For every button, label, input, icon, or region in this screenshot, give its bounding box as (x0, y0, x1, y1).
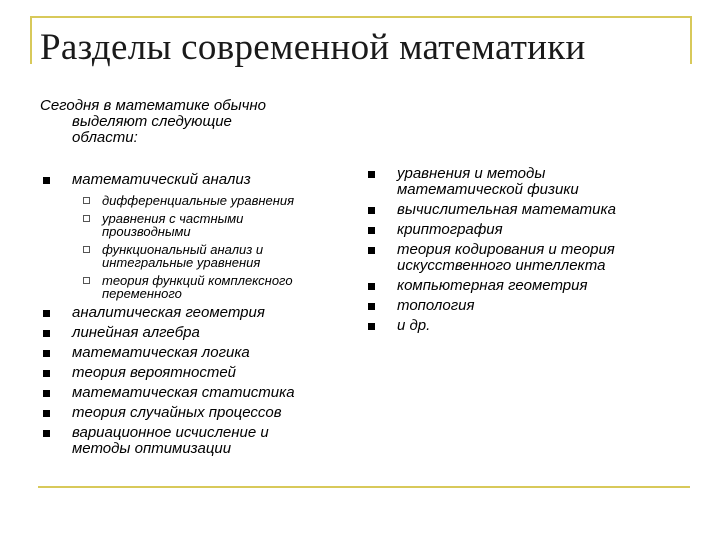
square-bullet-icon (43, 177, 50, 184)
square-bullet-icon (43, 350, 50, 357)
hollow-square-bullet-icon (83, 197, 90, 204)
square-bullet-icon (43, 390, 50, 397)
list-item (365, 202, 695, 218)
sub-item-line: дифференциальные уравнения (102, 193, 295, 208)
list-item-label: линейная алгебра (72, 324, 200, 341)
list-item-label: математическая статистика (72, 384, 295, 401)
frame-right-line (690, 16, 692, 64)
list-item-label: уравнения и методы (397, 165, 546, 182)
left-list (40, 172, 370, 461)
intro-line: выделяют следующие (72, 113, 232, 130)
sub-item-line: переменного (102, 286, 182, 301)
square-bullet-icon (368, 283, 375, 290)
list-item-label: теория кодирования и теория (397, 241, 615, 258)
slide-title: Разделы современной математики (40, 27, 586, 68)
square-bullet-icon (368, 207, 375, 214)
square-bullet-icon (368, 171, 375, 178)
square-bullet-icon (368, 227, 375, 234)
list-item-label: компьютерная геометрия (397, 277, 588, 294)
list-item-label: теория случайных процессов (72, 404, 282, 421)
sub-item-line: функциональный анализ и (102, 242, 264, 257)
list-item-label: вычислительная математика (397, 201, 616, 218)
list-item (40, 405, 370, 421)
list-item-label: искусственного интеллекта (397, 257, 606, 274)
square-bullet-icon (368, 323, 375, 330)
list-item-label: теория вероятностей (72, 364, 237, 381)
sub-list-item (40, 194, 370, 207)
sub-item-line: теория функций комплексного (102, 273, 293, 288)
list-item-label: криптография (397, 221, 503, 238)
list-item-label: методы оптимизации (72, 440, 232, 457)
sub-list-item (40, 212, 370, 238)
hollow-square-bullet-icon (83, 277, 90, 284)
list-item (40, 325, 370, 341)
list-item (365, 278, 695, 294)
list-item (365, 222, 695, 238)
sub-item-line: производными (102, 224, 191, 239)
list-item (40, 305, 370, 321)
square-bullet-icon (43, 330, 50, 337)
list-item (40, 172, 370, 188)
list-item (40, 385, 370, 401)
frame-bottom-line (38, 486, 690, 488)
list-item (365, 242, 695, 274)
frame-top-line (30, 16, 692, 18)
square-bullet-icon (43, 310, 50, 317)
list-item-label: вариационное исчисление и (72, 424, 269, 441)
list-item (365, 298, 695, 314)
frame-left-line (30, 16, 32, 64)
list-item (40, 365, 370, 381)
list-item-label: математическая логика (72, 344, 250, 361)
intro-line: Сегодня в математике обычно (40, 97, 266, 114)
sub-list-item (40, 243, 370, 269)
sub-item-line: интегральные уравнения (102, 255, 261, 270)
hollow-square-bullet-icon (83, 215, 90, 222)
list-item-label: математической физики (397, 181, 579, 198)
list-item-label: аналитическая геометрия (72, 304, 265, 321)
square-bullet-icon (368, 247, 375, 254)
right-list (365, 166, 695, 338)
intro-text (40, 98, 330, 146)
intro-line: области: (72, 129, 138, 146)
list-item (365, 318, 695, 334)
sub-list-item (40, 274, 370, 300)
sub-item-line: уравнения с частными (102, 211, 244, 226)
square-bullet-icon (43, 370, 50, 377)
list-item (365, 166, 695, 198)
list-item-label: математический анализ (72, 171, 251, 188)
list-item-label: и др. (397, 317, 431, 334)
list-item (40, 345, 370, 361)
square-bullet-icon (368, 303, 375, 310)
hollow-square-bullet-icon (83, 246, 90, 253)
square-bullet-icon (43, 410, 50, 417)
sub-list (40, 194, 370, 300)
list-item (40, 425, 370, 457)
list-item-label: топология (397, 297, 475, 314)
square-bullet-icon (43, 430, 50, 437)
